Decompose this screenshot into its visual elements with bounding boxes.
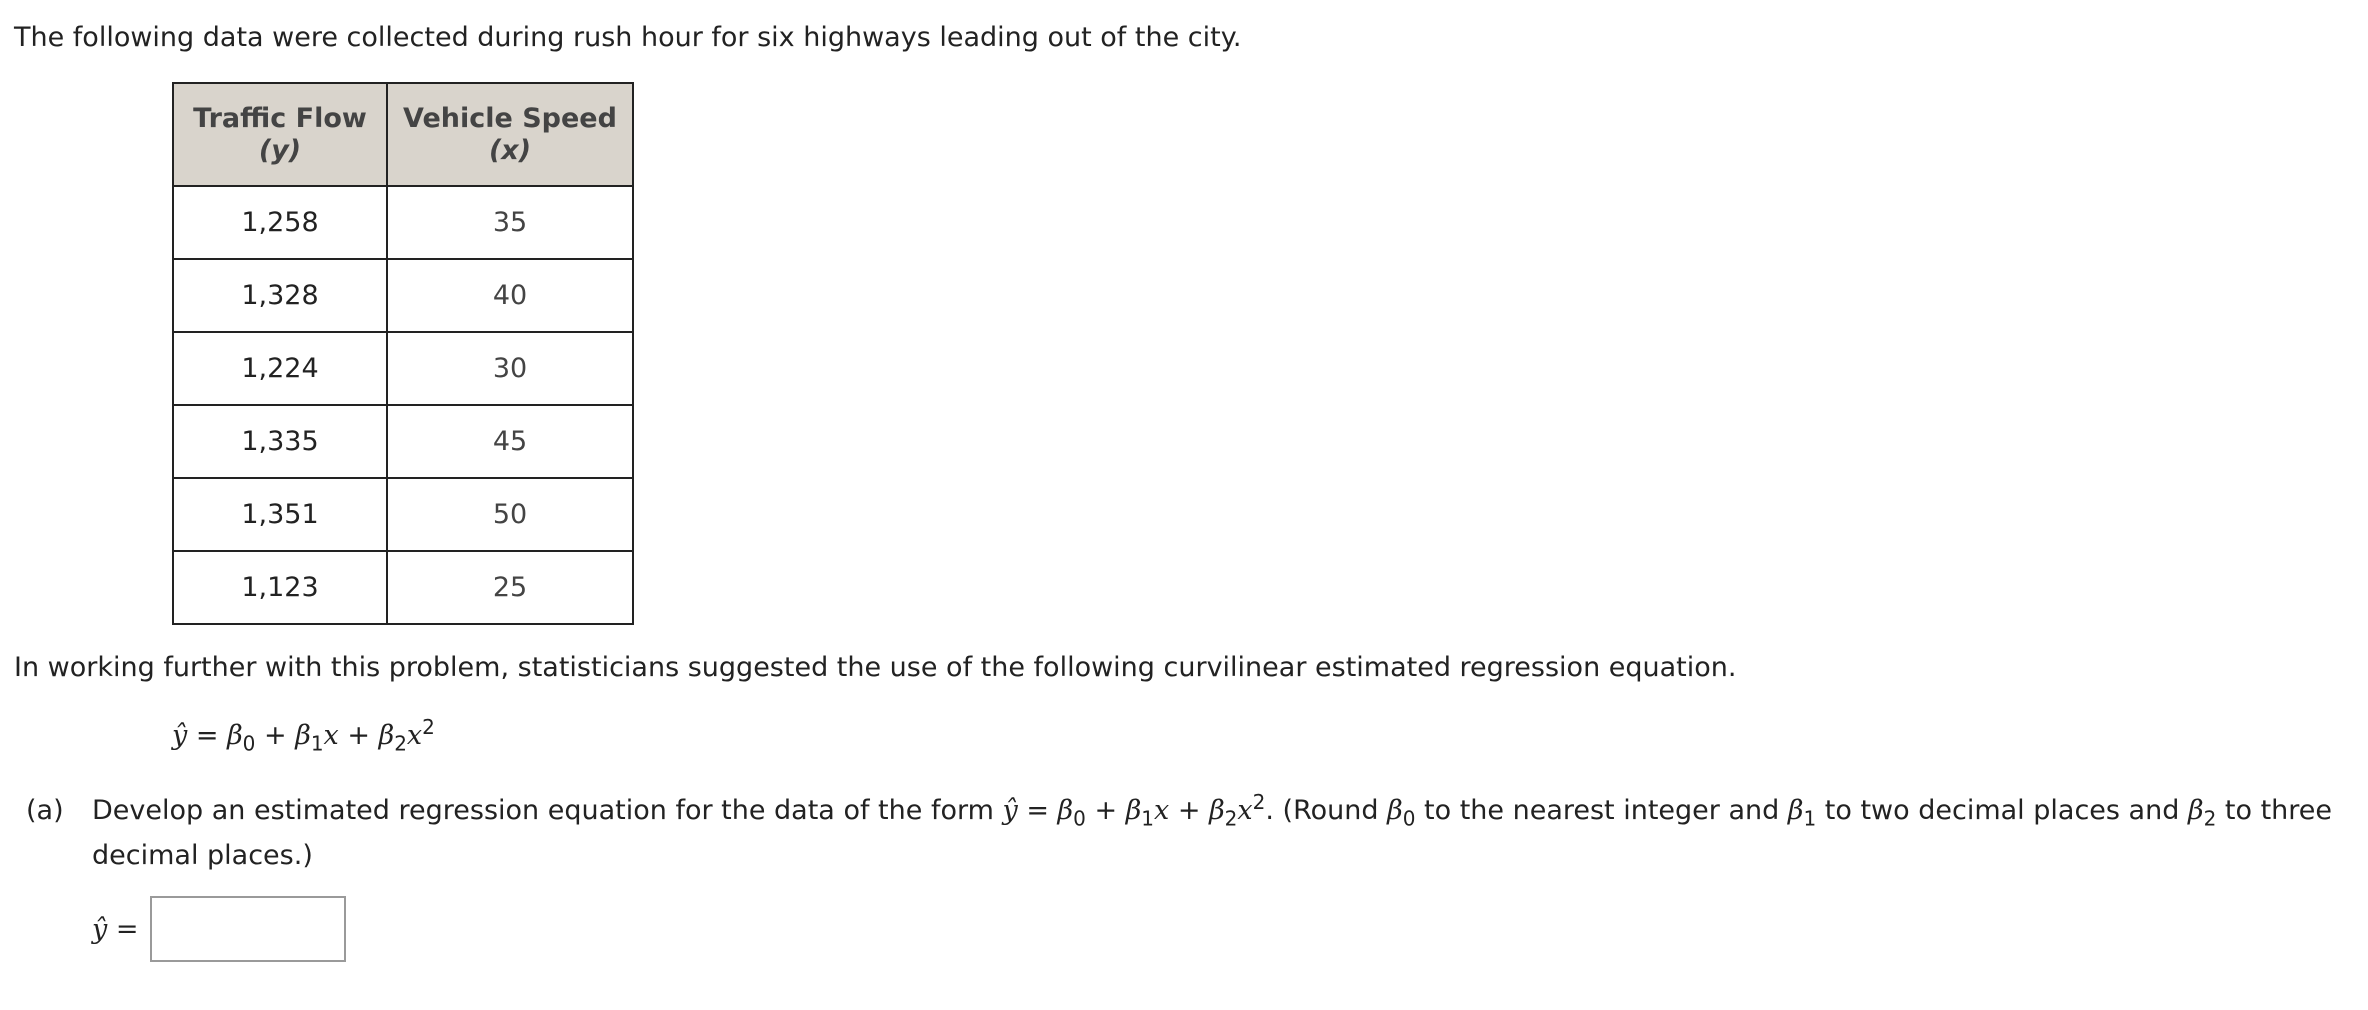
column-header-vehicle-speed [387,83,633,186]
traffic-flow-cell: 1,258 [173,186,387,259]
column-header-traffic-flow [173,83,387,186]
subscript-0: 0 [1402,806,1416,831]
subscript-2: 2 [394,731,407,756]
beta-symbol: β [295,720,311,751]
equals-sign: = [187,720,228,751]
beta-symbol: β [1209,795,1225,826]
table-row [173,478,633,551]
column-header-traffic-flow-title: Traffic Flow [193,102,367,134]
intro-text: The following data were collected during rush hour for six highways leading out of the city. [14,22,1242,53]
subscript-2: 2 [2203,806,2217,831]
part-a-label: (a) [26,795,64,826]
y-hat-symbol: ŷ [1002,795,1018,826]
part-a-round-text-2: to the nearest integer and [1415,795,1788,826]
subscript-1: 1 [1803,806,1817,831]
table-row [173,186,633,259]
part-a-text-before: Develop an estimated regression equation for the data of the form [92,795,1003,826]
plus-sign: + [1085,795,1126,826]
subscript-2: 2 [1224,806,1238,831]
subscript-1: 1 [310,731,324,756]
traffic-flow-cell: 1,328 [173,259,387,332]
part-a-question [26,788,2356,878]
subscript-0: 0 [1073,806,1086,831]
beta-symbol: β [2187,795,2204,826]
plus-sign: + [1169,795,1210,826]
beta-symbol: β [1387,795,1403,826]
table-row [173,332,633,405]
part-a-round-text-3: to two decimal places and [1816,795,2188,826]
vehicle-speed-cell: 30 [387,332,633,405]
x-variable: x [1237,795,1253,826]
answer-row [92,894,346,964]
vehicle-speed-cell: 35 [387,186,633,259]
part-a-body [92,788,2356,878]
traffic-flow-cell: 1,224 [173,332,387,405]
x-variable: x [323,720,339,751]
beta-symbol: β [378,720,395,751]
column-header-traffic-flow-var: (y) [258,134,302,166]
vehicle-speed-cell: 50 [387,478,633,551]
followup-text: In working further with this problem, statisticians suggested the use of the following curvilinear estimated regression equation. [14,652,1737,683]
data-table [172,82,634,625]
column-header-vehicle-speed-title: Vehicle Speed [403,102,617,134]
superscript-2: 2 [1252,790,1266,814]
table-row [173,551,633,624]
column-header-vehicle-speed-var: (x) [488,134,532,166]
beta-symbol: β [1125,795,1142,826]
x-variable: x [1154,795,1170,826]
vehicle-speed-cell: 40 [387,259,633,332]
superscript-2: 2 [422,715,435,739]
plus-sign: + [255,720,296,751]
part-a-round-text-1: . (Round [1265,795,1388,826]
subscript-1: 1 [1141,806,1155,831]
beta-symbol: β [227,720,243,751]
vehicle-speed-cell: 25 [387,551,633,624]
answer-lhs-label: ŷ = [92,913,139,945]
vehicle-speed-cell: 45 [387,405,633,478]
traffic-flow-cell: 1,123 [173,551,387,624]
part-a-round-text-4: to three decimal places.) [92,795,2332,871]
y-hat-symbol: ŷ [172,720,188,751]
beta-symbol: β [1057,795,1074,826]
subscript-0: 0 [242,731,256,756]
table-header-row [173,83,633,186]
table-row [173,259,633,332]
plus-sign: + [338,720,379,751]
table-row [173,405,633,478]
regression-equation-answer-input[interactable] [150,896,346,962]
equals-sign: = [1017,795,1058,826]
traffic-flow-cell: 1,351 [173,478,387,551]
traffic-flow-cell: 1,335 [173,405,387,478]
x-variable: x [406,720,423,751]
regression-equation [172,715,435,756]
beta-symbol: β [1787,795,1804,826]
